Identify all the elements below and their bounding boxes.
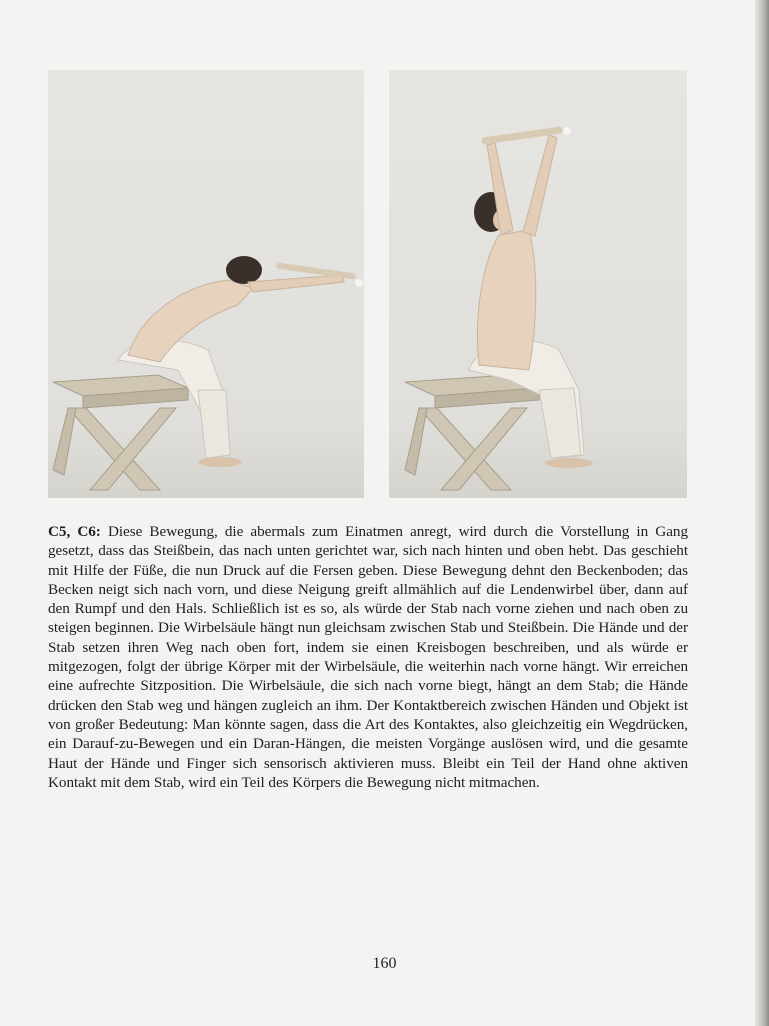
- caption-paragraph: [48, 522, 688, 792]
- photo-right: [389, 70, 687, 498]
- caption-lead: C5, C6:: [48, 523, 101, 540]
- page-number: 160: [372, 955, 397, 972]
- caption-text: Diese Bewegung, die abermals zum Einatmen anregt, wird durch die Vorstellung in Gang gesetzt, dass das Steißbein, das nach unten gerichtet war, sich nach hinten und oben hebt. Das geschieht mit Hilfe der Füße, die nun Druck auf die Fersen geben. Diese Bewegung dehnt den Beckenboden; das Becken neigt sich nach vorn, und diese Neigung greift allmählich auf die Lendenwirbel über, dann auf den Rumpf und den Hals. Schließlich ist es so, als würde der Stab nach vorne ziehen und nach oben zu steigen beginnen. Die Wirbelsäule hängt nun gleichsam zwischen Stab und Steißbein. Die Hände und der Stab setzen ihren Weg nach oben fort, indem sie einen Kreisbogen beschreiben, und als würde er mitgezogen, folgt der übrige Körper mit der Wirbelsäule, die weiterhin nach vorne hängt. Wir erreichen eine aufrechte Sitzposition. Die Wirbelsäule, die sich nach vorne biegt, hängt an dem Stab; die Hände drücken den Stab weg und hängen zugleich an ihm. Der Kontaktbereich zwischen Händen und Objekt ist von großer Bedeutung: Man könnte sagen, dass die Art des Kontaktes, also gleichzeitig ein Wegdrücken, ein Darauf-zu-Bewegen und ein Daran-Hängen, die meisten Vorgänge auslösen wird, und die gesamte Haut der Hände und Finger sich sensorisch aktivieren muss. Bleibt ein Teil der Hand ohne aktiven Kontakt mit dem Stab, wird ein Teil des Körpers die Bewegung nicht mitmachen.: [48, 523, 688, 791]
- photo-left: [48, 70, 364, 498]
- book-gutter-shadow: [755, 0, 769, 1026]
